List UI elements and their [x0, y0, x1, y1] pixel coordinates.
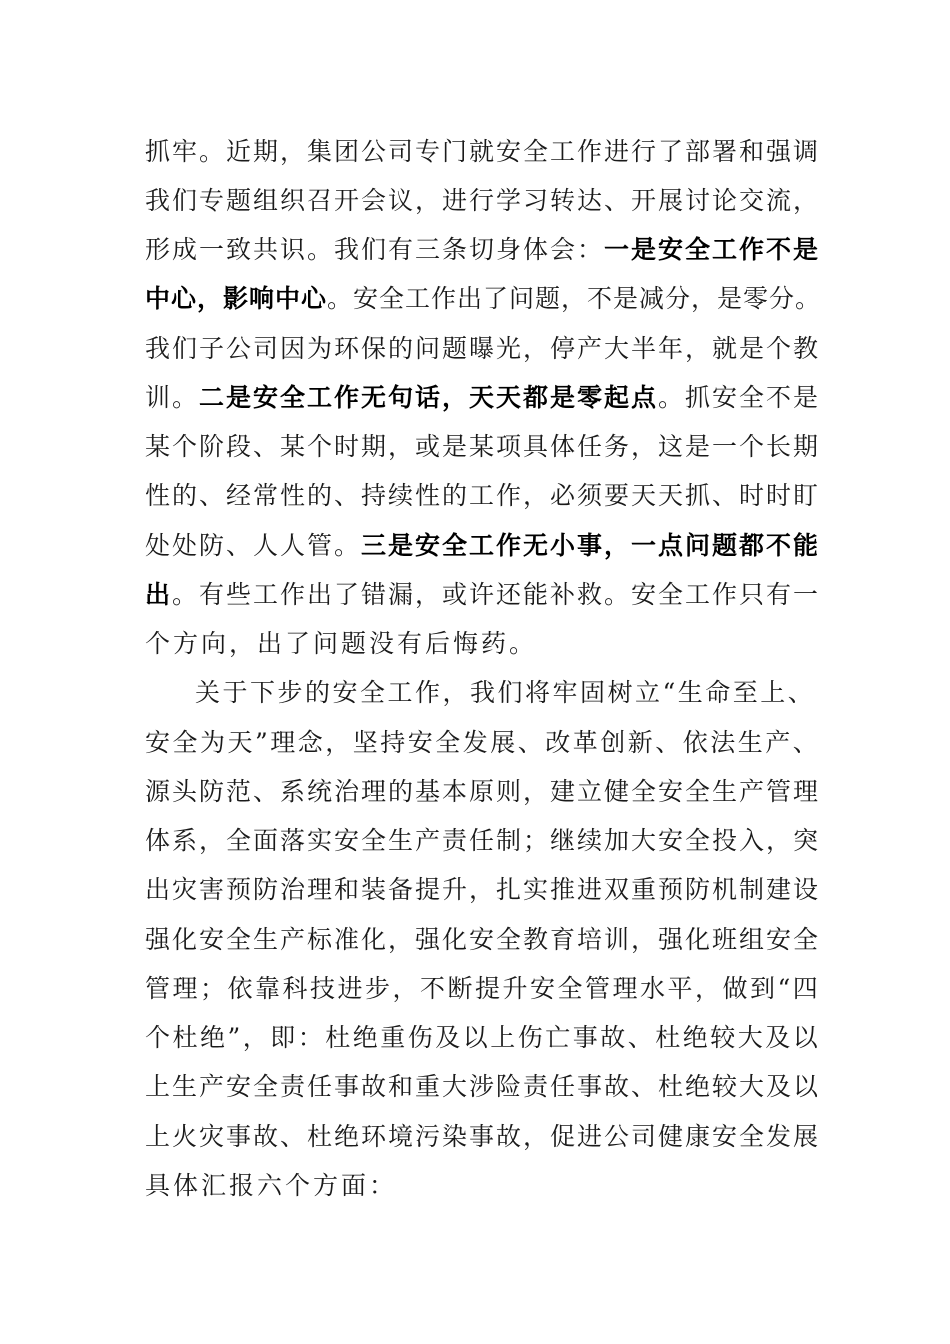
text-run: 源头防范、系统治理的基本原则，建立健全安全生产管理 — [145, 777, 821, 806]
text-line-6 — [145, 378, 825, 418]
text-run: 安全为天”理念，坚持安全发展、改革创新、依法生产、 — [145, 728, 821, 757]
text-line-8 — [145, 476, 825, 516]
text-line-13 — [145, 723, 825, 763]
text-run: 我们专题组织召开会议，进行学习转达、开展讨论交流， — [145, 186, 821, 215]
text-run: 强化安全生产标准化，强化安全教育培训，强化班组安全 — [145, 925, 821, 954]
text-line-3 — [145, 230, 825, 270]
text-line-22 — [145, 1166, 825, 1206]
text-line-16 — [145, 870, 825, 910]
text-line-11 — [145, 624, 825, 664]
text-run: 某个阶段、某个时期，或是某项具体任务，这是一个长期 — [145, 432, 821, 461]
text-line-4 — [145, 279, 825, 319]
text-line-10 — [145, 575, 825, 615]
text-run: 个杜绝”，即：杜绝重伤及以上伤亡事故、杜绝较大及以 — [145, 1023, 821, 1052]
text-line-9 — [145, 526, 825, 566]
text-run: 上火灾事故、杜绝环境污染事故，促进公司健康安全发展 — [145, 1122, 821, 1151]
text-run: 上生产安全责任事故和重大涉险责任事故、杜绝较大及以 — [145, 1072, 821, 1101]
text-line-2 — [145, 181, 825, 221]
text-line-21 — [145, 1117, 825, 1157]
text-line-17 — [145, 920, 825, 960]
text-run: 体系，全面落实安全生产责任制；继续加大安全投入，突 — [145, 826, 821, 855]
text-run: 。安全工作出了问题，不是减分，是零分。 — [327, 284, 822, 313]
text-line-14 — [145, 772, 825, 812]
text-run: 出灾害预防治理和装备提升，扎实推进双重预防机制建设 — [145, 875, 821, 904]
text-run: 。有些工作出了错漏，或许还能补救。安全工作只有一 — [172, 580, 821, 609]
text-run: 处处防、人人管。 — [145, 531, 362, 560]
text-line-20 — [145, 1067, 825, 1107]
bold-text-run: 三是安全工作无小事，一点问题都不能 — [361, 531, 821, 560]
text-run: 训。 — [145, 383, 200, 412]
text-run: 性的、经常性的、持续性的工作，必须要天天抓、时时盯 — [145, 481, 821, 510]
text-line-15 — [145, 821, 825, 861]
text-run: 。抓安全不是 — [658, 383, 821, 412]
text-run: 形成一致共识。我们有三条切身体会： — [145, 235, 605, 264]
text-line-19 — [145, 1018, 825, 1058]
text-run: 我们子公司因为环保的问题曝光，停产大半年，就是个教 — [145, 334, 821, 363]
text-line-12 — [195, 673, 825, 713]
bold-text-run: 中心，影响中心 — [145, 284, 328, 313]
text-line-18 — [145, 969, 825, 1009]
text-run: 管理；依靠科技进步，不断提升安全管理水平，做到“四 — [145, 974, 821, 1003]
text-run: 抓牢。近期，集团公司专门就安全工作进行了部署和强调 — [145, 137, 821, 166]
bold-text-run: 一是安全工作不是 — [604, 235, 821, 264]
text-run: 个方向，出了问题没有后悔药。 — [145, 629, 538, 658]
text-run: 关于下步的安全工作，我们将牢固树立“生命至上、 — [195, 678, 816, 707]
text-line-5 — [145, 329, 825, 369]
text-line-7 — [145, 427, 825, 467]
text-line-1 — [145, 132, 825, 172]
bold-text-run: 二是安全工作无句话，天天都是零起点 — [199, 383, 659, 412]
bold-text-run: 出 — [145, 580, 173, 609]
text-run: 具体汇报六个方面： — [145, 1171, 398, 1200]
